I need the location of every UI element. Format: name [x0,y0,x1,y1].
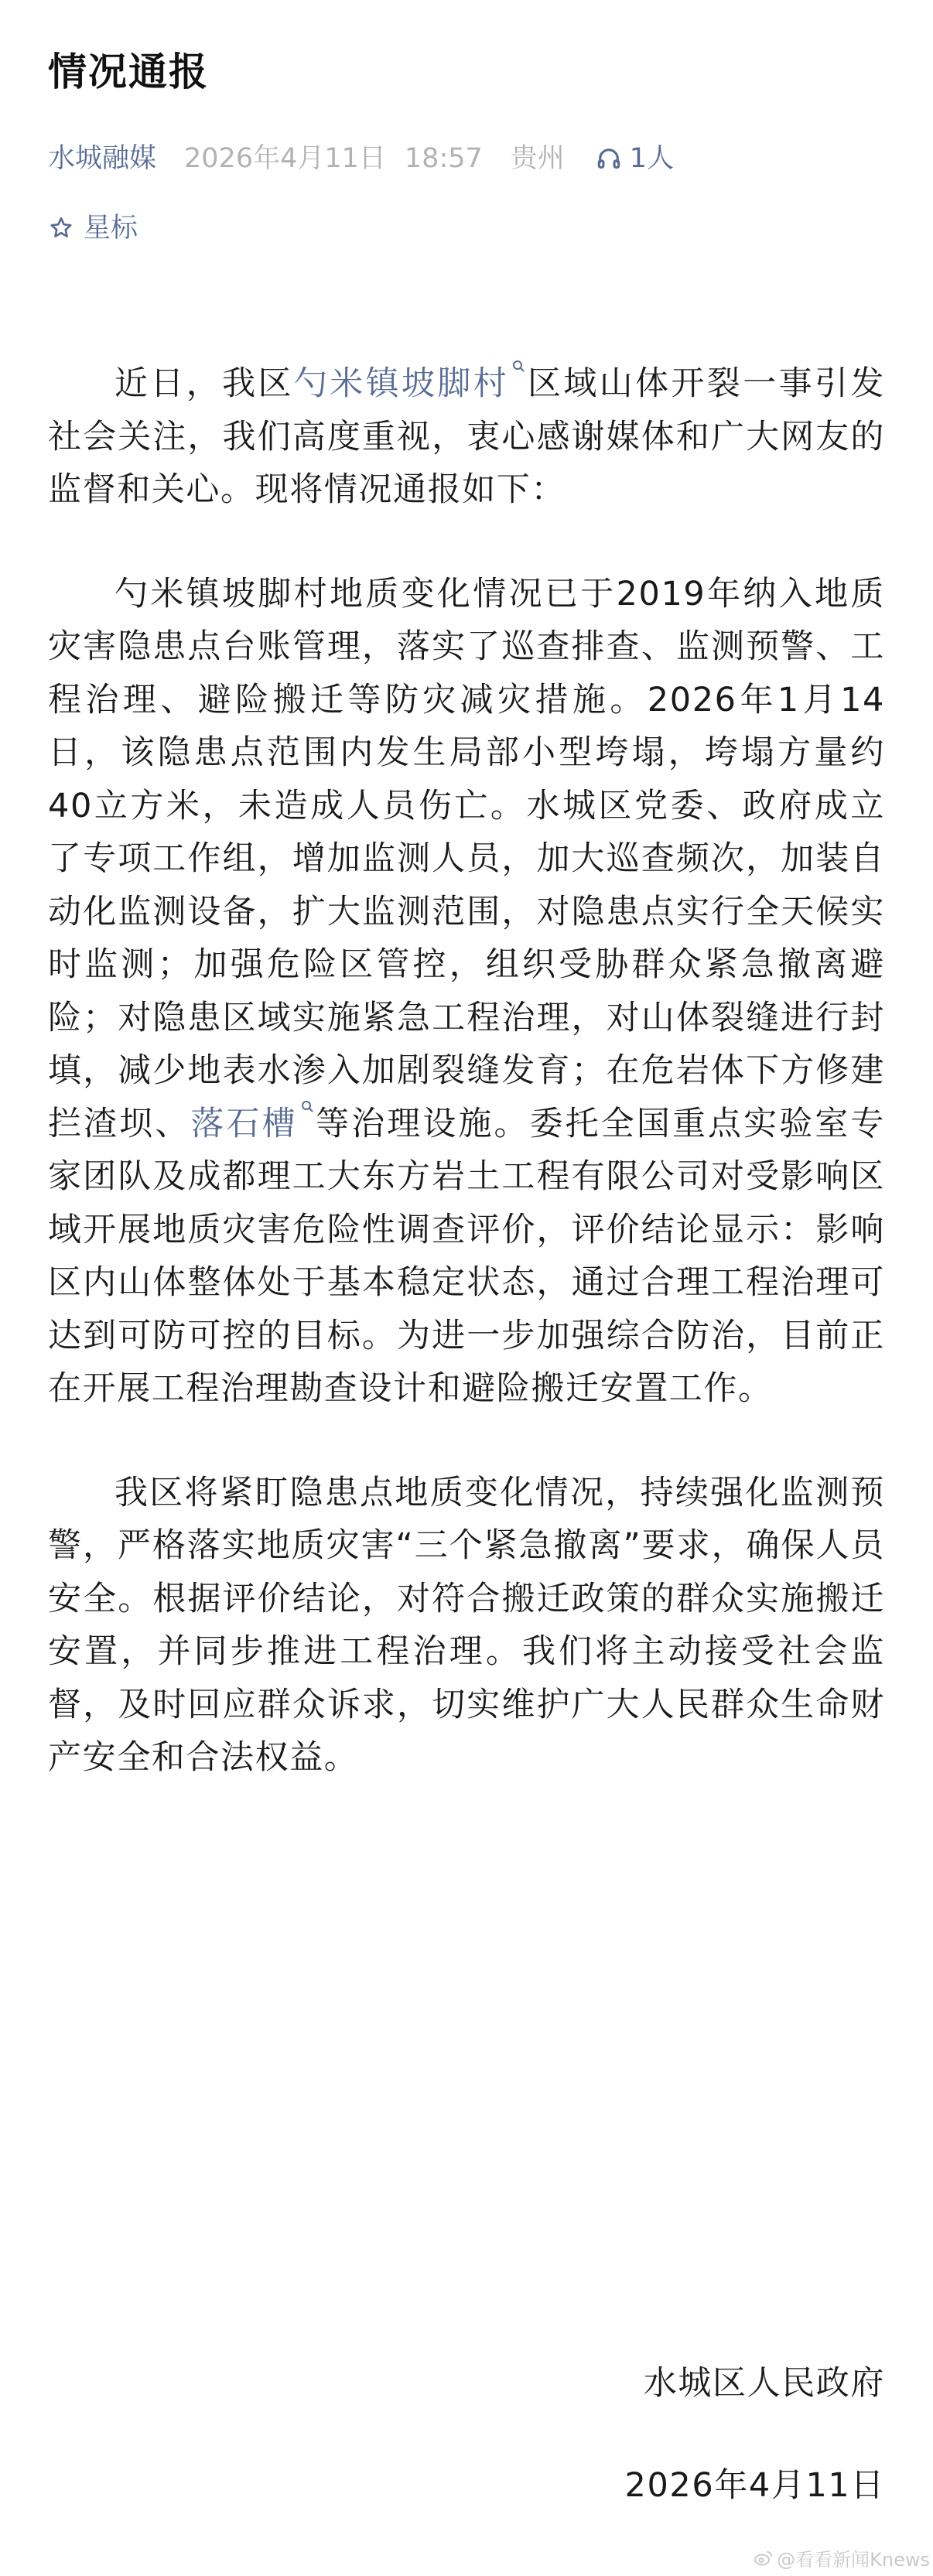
paragraph-details-text-after: 等治理设施。委托全国重点实验室专家团队及成都理工大东方岩土工程有限公司对受影响区域开展地质灾害危险性调查评价，评价结论显示：影响区内山体整体处于基本稳定状态，通过合理工程治理可达到可防可控的目标。为进一步加强综合防治，目前正在开展工程治理勘查设计和避险搬迁安置工作。 [48,1104,885,1408]
star-label: 星标 [84,213,138,244]
search-icon [299,1099,315,1118]
paragraph-intro-text: 近日，我区 [114,364,294,403]
signature-block [624,2357,885,2561]
headphones-icon [596,145,622,172]
star-button[interactable] [48,209,138,248]
publish-time: 18:57 [404,143,483,174]
publish-date: 2026年4月11日 [184,143,386,174]
paragraph-details [48,568,885,1416]
paragraph-intro [48,357,885,517]
signature-org: 水城区人民政府 [643,2364,885,2403]
rockfall-link-text: 落石槽 [190,1104,298,1143]
paragraph-commitment: 我区将紧盯隐患点地质变化情况，持续强化监测预警，严格落实地质灾害“三个紧急撤离”要求，确保人员安全。根据评价结论，对符合搬迁政策的群众实施搬迁安置，并同步推进工程治理。我们将主动接受社会监督，及时回应群众诉求，切实维护广大人民群众生命财产安全和合法权益。 [48,1473,885,1777]
star-icon [48,215,74,241]
watermark [754,2544,930,2571]
article-meta [48,139,674,178]
article-title: 情况通报 [48,50,209,94]
article-body [48,357,885,1836]
paragraph-intro-text-after: 区域山体开裂一事引发社会关注，我们高度重视，衷心感谢媒体和广大网友的监督和关心。现将情况通报如下： [48,364,886,509]
paragraph-details-text: 勺米镇坡脚村地质变化情况已于2019年纳入地质灾害隐患点台账管理，落实了巡查排查、监测预警、工程治理、避险搬迁等防灾减灾措施。2026年1月14日，该隐患点范围内发生局部小型垮塌，垮塌方量约40立方米，未造成人员伤亡。水城区党委、政府成立了专项工作组，增加监测人员，加大巡查频次，加装自动化监测设备，扩大监测范围，对隐患点实行全天候实时监测；加强危险区管控，组织受胁群众紧急撤离避险；对隐患区域实施紧急工程治理，对山体裂缝进行封填，减少地表水渗入加剧裂缝发育；在危岩体下方修建拦渣坝、 [48,574,885,1143]
watermark-text: @看看新闻Knews [777,2549,930,2571]
search-icon [511,359,526,378]
rockfall-channel-search-link[interactable] [190,1105,314,1143]
account-name-link[interactable]: 水城融媒 [48,143,157,174]
village-search-link[interactable] [294,364,526,403]
publish-region: 贵州 [510,143,565,174]
village-link-text: 勺米镇坡脚村 [293,364,510,403]
listen-button[interactable] [596,139,674,178]
signature-date: 2026年4月11日 [624,2466,885,2505]
listener-count: 1人 [629,143,675,174]
weibo-logo-icon [754,2550,774,2567]
